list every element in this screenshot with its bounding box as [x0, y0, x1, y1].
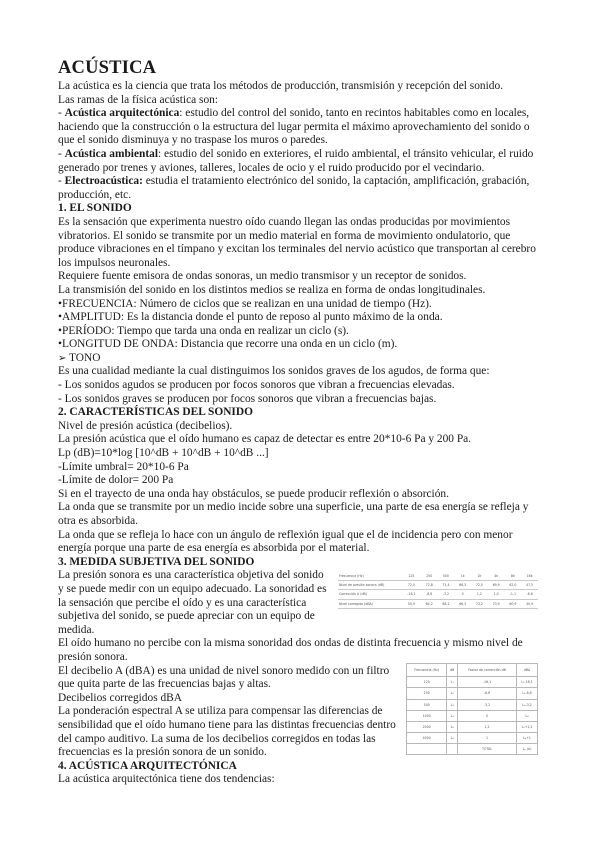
table-cell: 66,3 [454, 580, 471, 589]
table-cell: -8,6 [457, 688, 516, 699]
table-cell: 66,3 [454, 599, 471, 608]
table-cell: Lₚ (A) [517, 744, 538, 755]
branch-text: : estudio del sonido en exteriores, el ruido ambiental, el tránsito vehicular, el ruido generado por trenes y aviones, talleres, locales de ocio y el ruido producido por el vecindario. [58, 147, 534, 174]
paragraph: -Límite umbral= 20*10-6 Pa [58, 460, 189, 473]
table-row [407, 699, 538, 710]
branch-term: Electroacústica: [64, 175, 143, 188]
dba-correction-table [406, 663, 538, 752]
section-heading: 1. EL SONIDO [58, 202, 132, 215]
table-cell: -3,2 [438, 590, 455, 599]
branch-item [58, 107, 538, 148]
table-cell: 4k [488, 571, 505, 580]
paragraph: El oído humano no percibe con la misma sonoridad dos ondas de distinta frecuencia y mismo nivel de presión sonora. [58, 637, 523, 663]
table-header-cell: dBA [517, 663, 538, 677]
table-cell: 125 [402, 571, 421, 580]
table-cell: 250 [421, 571, 438, 580]
paragraph: El decibelio A (dBA) es una unidad de nivel sonoro medido con un filtro que quita parte de las frecuencias bajas y altas. [58, 664, 390, 691]
table-cell: 72,8 [421, 580, 438, 589]
table-cell: L₄ [447, 710, 458, 721]
paragraph: Es la sensación que experimenta nuestro oído cuando llegan las ondas producidas por movimientos vibratorios. El sonido se transmite por un medio material en forma de movimiento ondulatorio, que produce vibraciones en el tímpano y excitan los terminales del nervio acústico que transportan al cerebro los impulsos neuronales. [58, 215, 536, 269]
table-cell: 16k [521, 571, 538, 580]
table-cell: 1,2 [457, 721, 516, 732]
table-cell: 1,2 [471, 590, 488, 599]
section-heading: 2. CARACTERÍSTICAS DEL SONIDO [58, 406, 253, 419]
table-cell: -16,1 [402, 590, 421, 599]
table-cell: 64,2 [421, 599, 438, 608]
table-row [338, 590, 538, 599]
paragraph: -Límite de dolor= 200 Pa [58, 474, 174, 487]
table-cell: 40,9 [521, 599, 538, 608]
paragraph: La transmisión del sonido en los distintos medios se realiza en forma de ondas longitudinales. [58, 283, 486, 296]
table-cell: L₄ [517, 710, 538, 721]
paragraph: La onda que se refleja lo hace con un ángulo de reflexión igual que el de incidencia pero con menor energía porque una parte de esa energía es absorbida por el material. [58, 528, 513, 555]
table-cell: 500 [407, 699, 447, 710]
table-cell: 70,9 [488, 599, 505, 608]
section-heading: 4. ACÚSTICA ARQUITECTÓNICA [58, 759, 237, 772]
bullet-item: •PERÍODO: Tiempo que tarda una onda en realizar un ciclo (s). [58, 324, 349, 337]
table-cell: 1 [457, 733, 516, 744]
table-footer-row [407, 744, 538, 755]
paragraph: Nivel de presión acústica (decibelios). [58, 419, 233, 432]
table-cell: 2000 [407, 721, 447, 732]
branch-term: Acústica arquitectónica [64, 107, 180, 120]
table-cell: 72,0 [402, 580, 421, 589]
table-cell: 73,2 [471, 599, 488, 608]
branch-text: : estudio del control del sonido, tanto en recintos habitables como en locales, haciendo que la construcción o la estructura del lugar permita el máximo aprovechamiento del sonido o que el sonido disminuya y no traspase los muros o paredes. [58, 107, 530, 147]
page-title: ACÚSTICA [58, 58, 157, 78]
paragraph: La acústica arquitectónica tiene dos tendencias: [58, 773, 275, 786]
list-item: - Los sonidos graves se producen por focos sonoros que vibran a frecuencias bajas. [58, 392, 437, 405]
table-cell: TOTAL [457, 744, 516, 755]
table-cell: L₃ [447, 699, 458, 710]
table-cell: L₂-8,6 [517, 688, 538, 699]
branch-item [58, 175, 538, 202]
table-cell: 125 [407, 677, 447, 688]
table-cell: L₂ [447, 688, 458, 699]
table-cell: 72,0 [471, 580, 488, 589]
paragraph: Si en el trayecto de una onda hay obstáculos, se puede producir reflexión o absorción. [58, 487, 449, 500]
table-cell: Nivel corregido (dBA) [338, 599, 402, 608]
subheading [58, 352, 538, 366]
arrow-bullet-icon: ➢ [58, 352, 67, 364]
table-cell [407, 744, 447, 755]
table-header-cell: Factor de corrección dB [457, 663, 516, 677]
paragraph: Requiere fuente emisora de ondas sonoras, un medio transmisor y un receptor de sonidos. [58, 270, 467, 283]
table-cell: Nivel de presión sonora (dB) [338, 580, 402, 589]
table-cell: 2k [471, 571, 488, 580]
list-item: - Los sonidos agudos se producen por focos sonoros que vibran a frecuencias elevadas. [58, 379, 455, 392]
table-cell: 8k [505, 571, 522, 580]
branch-prefix: - [58, 147, 65, 160]
table-cell: L₅+1,2 [517, 721, 538, 732]
table-header-cell: dB [447, 663, 458, 677]
intro-text: La acústica es la ciencia que trata los métodos de producción, transmisión y recepción del sonido. [58, 80, 504, 92]
table-cell: 69,9 [488, 580, 505, 589]
table-row [407, 688, 538, 699]
bullet-item: •AMPLITUD: Es la distancia donde el punto de reposo al punto máximo de la onda. [58, 311, 443, 324]
table-row [407, 721, 538, 732]
section-heading: 3. MEDIDA SUBJETIVA DEL SONIDO [58, 555, 255, 568]
table-cell: -1,1 [505, 590, 522, 599]
table-cell: -8,6 [421, 590, 438, 599]
table-row [407, 710, 538, 721]
table-cell: L₁-16,1 [517, 677, 538, 688]
table-cell: L₆+1 [517, 733, 538, 744]
table-cell: 500 [438, 571, 455, 580]
table-cell: 60,9 [505, 599, 522, 608]
subheading-label: TONO [69, 351, 101, 364]
table-cell [447, 744, 458, 755]
branch-item [58, 148, 538, 175]
bullet-item: •FRECUENCIA: Número de ciclos que se realizan en una unidad de tiempo (Hz). [58, 297, 432, 310]
table-header-cell: Frecuencia (Hz) [407, 663, 447, 677]
paragraph: La ponderación espectral A se utiliza para compensar las diferencias de sensibilidad que el oído humano tiene para las distintas frecuencias dentro del campo auditivo. La suma de los decibelios corregidos en todas las frecuencias es la presión sonora de un sonido. [58, 705, 396, 759]
table-cell: 55,9 [402, 599, 421, 608]
table-cell: 1000 [407, 710, 447, 721]
table-cell: 68,2 [438, 599, 455, 608]
branch-term: Acústica ambiental [64, 147, 158, 160]
table-cell: L₅ [447, 721, 458, 732]
table-cell: 71,4 [438, 580, 455, 589]
table-row [407, 677, 538, 688]
table-cell: 0 [457, 710, 516, 721]
branch-prefix: - [58, 107, 65, 120]
document-page [58, 58, 538, 787]
table-cell: L₃-3,2 [517, 699, 538, 710]
paragraph: La onda que se transmite por un medio incide sobre una superficie, una parte de esa energía se refleja y otra es absorbida. [58, 501, 529, 527]
corrected-levels-table [338, 571, 538, 616]
intro-text: Las ramas de la física acústica son: [58, 93, 219, 106]
table-row [338, 571, 538, 580]
table-cell: 4000 [407, 733, 447, 744]
table-cell: -6,6 [521, 590, 538, 599]
paragraph: Es una cualidad mediante la cual distinguimos los sonidos graves de los agudos, de forma que: [58, 365, 490, 378]
branch-text: estudia el tratamiento electrónico del sonido, la captación, amplificación, grabación, producción, etc. [58, 175, 530, 201]
table-cell: 250 [407, 688, 447, 699]
table-cell: 1,0 [488, 590, 505, 599]
table-row [338, 580, 538, 589]
paragraph: La presión acústica que el oído humano es capaz de detectar es entre 20*10-6 Pa y 200 Pa. [58, 433, 472, 446]
table-cell: -16,1 [457, 677, 516, 688]
paragraph: Decibelios corregidos dBA [58, 691, 183, 704]
table-cell: 0 [454, 590, 471, 599]
table-cell: L₆ [447, 733, 458, 744]
bullet-item: •LONGITUD DE ONDA: Distancia que recorre una onda en un ciclo (m). [58, 338, 398, 351]
table-cell: L₁ [447, 677, 458, 688]
paragraph: La presión sonora es una característica objetiva del sonido y se puede medir con un equipo adecuado. La sonoridad es la sensación que percibe el oído y es una característica subjetiva del sonido, se puede apreciar con un equipo de medida. [58, 569, 327, 636]
table-row [338, 599, 538, 608]
formula: Lp (dB)=10*log [10^dB + 10^dB + 10^dB ...] [58, 447, 269, 460]
table-cell: Frecuencia (Hz) [338, 571, 402, 580]
table-cell: Corrección A (dB) [338, 590, 402, 599]
table-cell: 1k [454, 571, 471, 580]
table-cell: -3,2 [457, 699, 516, 710]
table-cell: 62,0 [505, 580, 522, 589]
table-cell: 47,5 [521, 580, 538, 589]
table-row [407, 733, 538, 744]
table-header-row [407, 663, 538, 677]
branch-prefix: - [58, 175, 65, 188]
